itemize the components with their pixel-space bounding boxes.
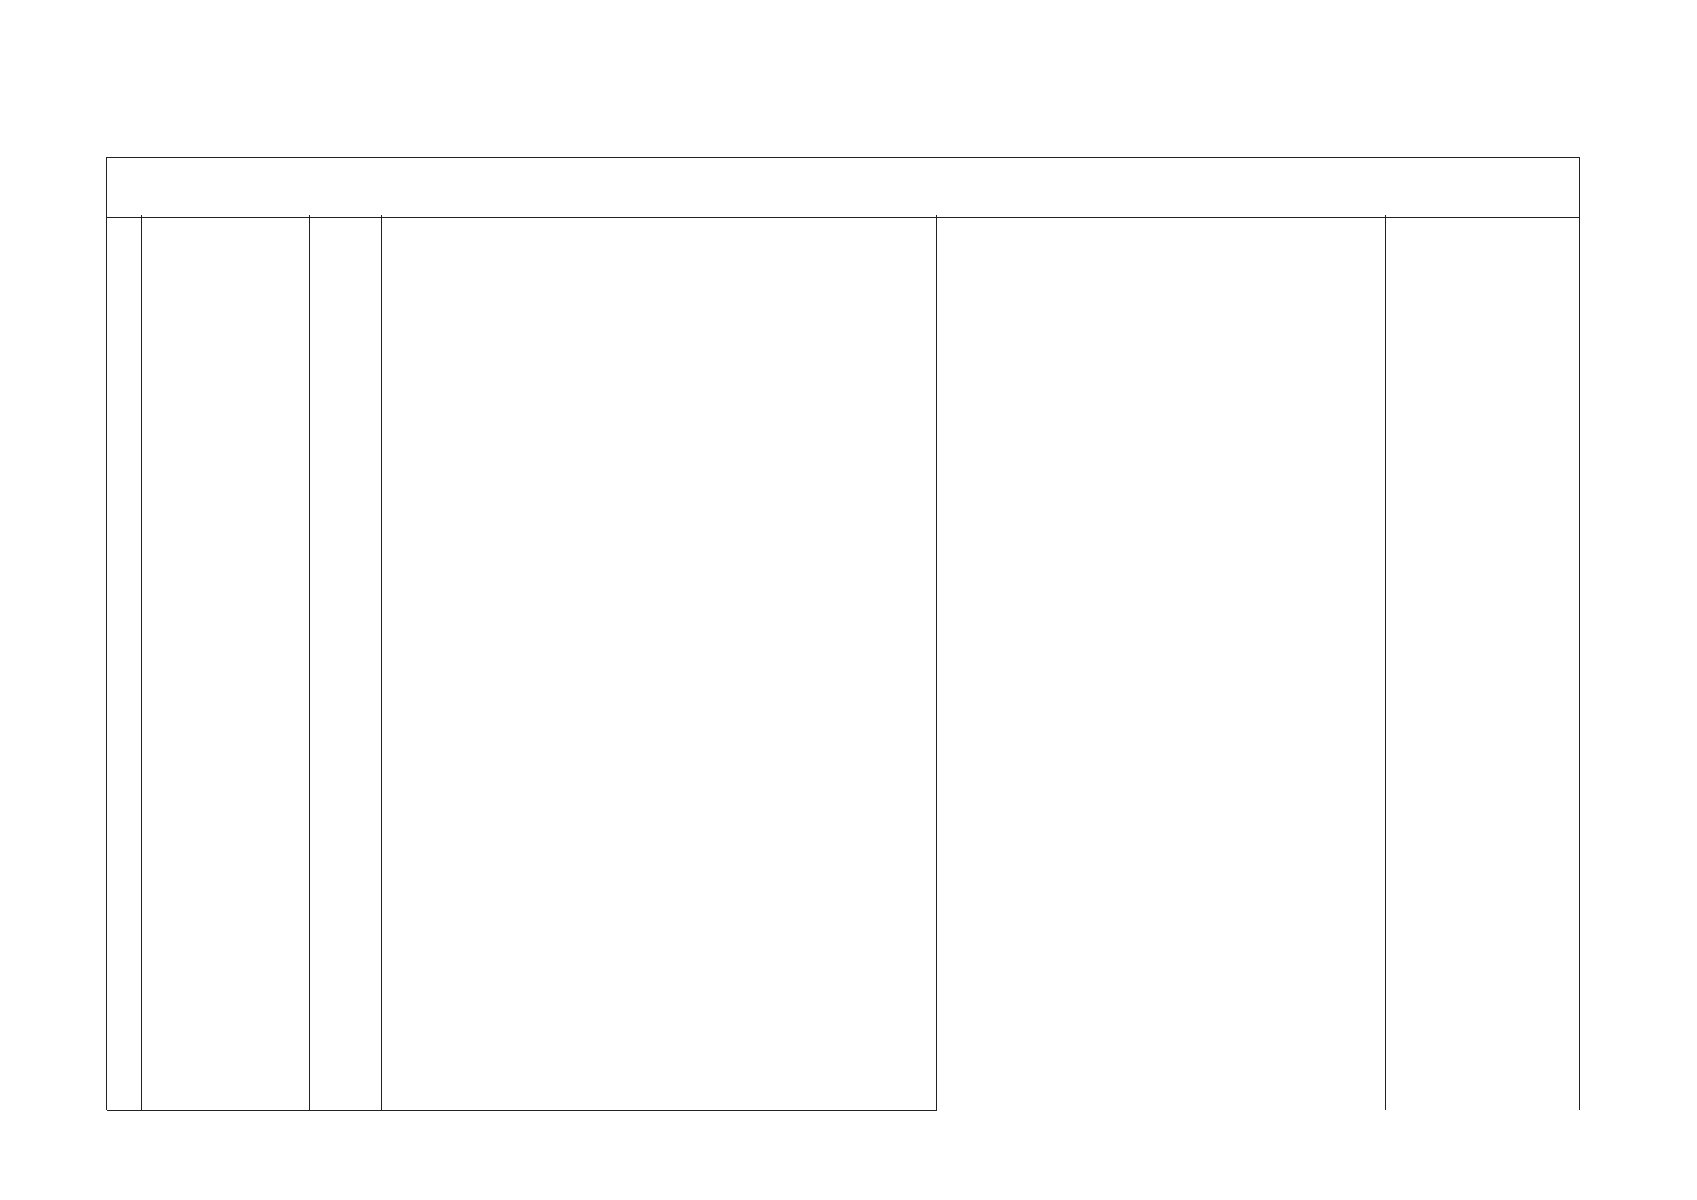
column-divider <box>381 215 382 1110</box>
column-divider <box>936 215 937 1110</box>
criteria-table <box>106 157 1580 1110</box>
column-divider <box>141 215 142 1110</box>
stage-header <box>107 158 1579 218</box>
table-bottom-border <box>107 1110 937 1111</box>
column-divider <box>309 215 310 1110</box>
column-divider <box>1385 215 1386 1110</box>
